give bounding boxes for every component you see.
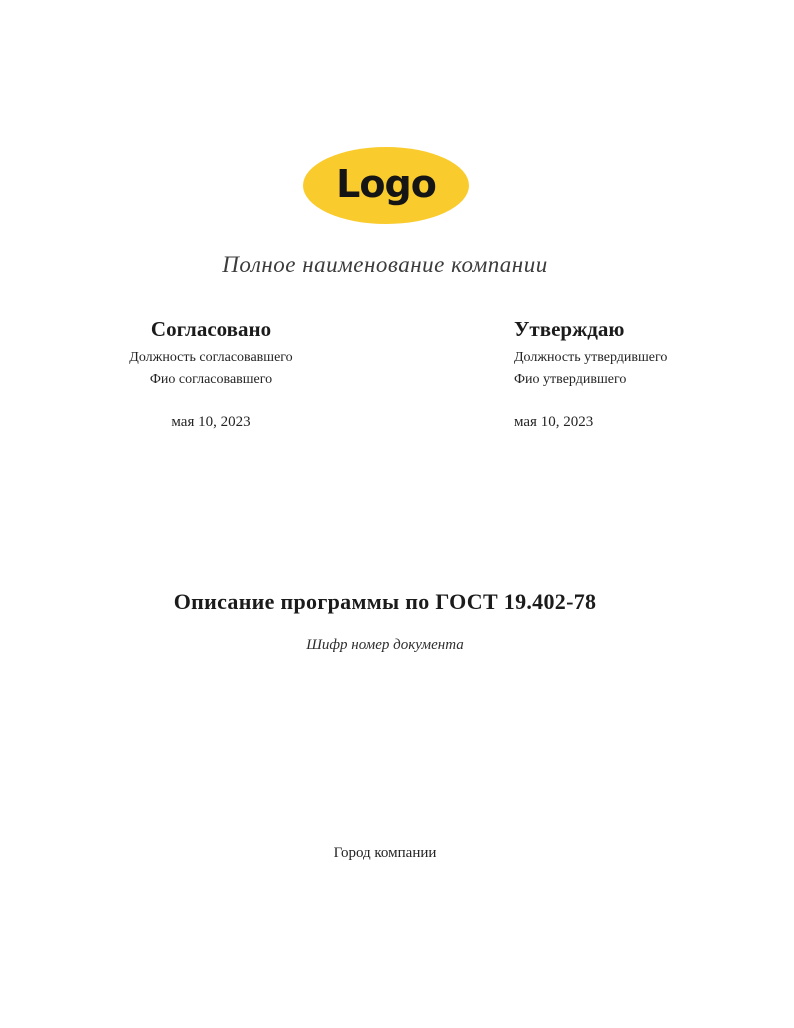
company-city: Город компании [333, 845, 437, 861]
logo-text: Logo [336, 161, 436, 206]
agreed-date: мая 10, 2023 [171, 414, 251, 430]
approved-date: мая 10, 2023 [514, 414, 594, 430]
document-title: Описание программы по ГОСТ 19.402-78 [173, 589, 597, 614]
agreed-name: Фио согласовавшего [149, 372, 273, 387]
approved-position: Должность утвердившего [514, 350, 668, 365]
approved-name: Фио утвердившего [514, 372, 627, 387]
agreed-heading: Согласовано [150, 317, 272, 341]
approval-block-agreed [106, 316, 316, 431]
approval-block-approved [514, 316, 734, 431]
company-name: Полное наименование компании [222, 252, 548, 277]
company-logo [303, 147, 469, 224]
agreed-position: Должность согласовавшего [129, 350, 293, 365]
document-code-subtitle: Шифр номер документа [306, 637, 464, 653]
approved-heading: Утверждаю [514, 317, 625, 341]
